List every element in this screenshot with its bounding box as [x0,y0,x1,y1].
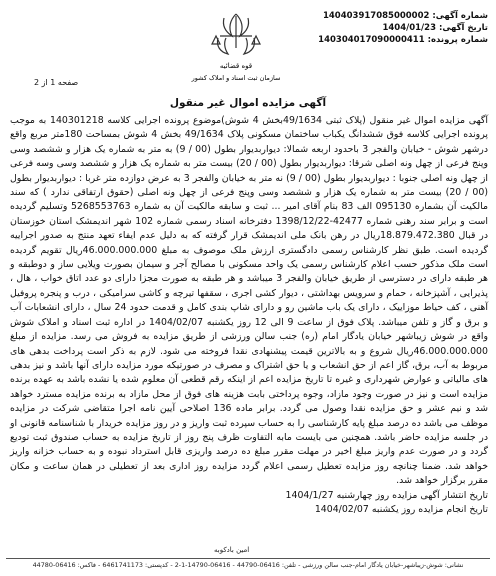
case-number-label: شماره پرونده: [427,35,488,45]
auction-date-line: تاریخ انجام مزایده روز یکشنبه 1404/02/07 [314,503,488,515]
page-number: صفحه 1 از 2 [34,78,79,87]
footer-address: نشانی: شوش-زیباشهر-خیابان یادگار امام-جنب سالن ورزشی - تلفن: 06416-44790 - 06416-14790-1-2 - کدپستی: 6461741173 - فاکس: 06416-44780 [6,558,490,569]
notice-paragraph: آگهی مزایده اموال غیر منقول (پلاک ثبتی 49/1634بخش 4 شوش)موضوع پرونده اجرایی کلاسه 140301218 به موجب پرونده اجرایی کلاسه فوق ششدانگ یکباب ساختمان مسکونی پلاک 49/1634 بخش 4 شوش بمساحت 180متر مربع واقع درشهر شوش - خیابان والفجر 3 باحدود اربعه شمالا: دیواربدیوار بطول (00 / 9) به متر به شماره یک هزار و ششصد وسی وپنج فرعی از چهل ونه اصلی شرقا: دیواربدیوار بطول (00 / 20) بیست متر به شماره یک هزار و ششصد وسی وسه فرعی از چهل ونه اصلی جنوبا : دیواربدیوار بطول (00 / 9) نه متر به خیابان والفجر 3 به عرض دوازده متر غربا : دیواربدیوار بطول (00 / 20) بیست متر به شماره یک هزار و ششصد وسی وپنج فرعی از چهل ونه اصلی (حقوق ارتفاقی ندارد ) که سند مالکیت آن بشماره 095130 الف 83 بنام آقای امیر ... ثبت و سابقه مالکیت آن به شماره 5268553763 وتسلیم گردیده است و برابر سند رهنی شماره 42477-1398/12/22 دفترخانه اسناد رسمی شماره 102 شهر اندیمشک استان خوزستان در قبال 18.879.472.380ریال در رهن بانک ملی اندیمشک قرار گرفته که به دلیل عدم ایفاء تعهد منتج به صدور اجراییه گردیده است. طبق نظر کارشناس رسمی دادگستری ارزش ملک موصوف به مبلغ 46.000.000.000ریال تقویم گردیده است ملک مذکور حسب اعلام کارشناس رسمی یک واحد مسکونی با مصالح آجر و سیمان بصورت ویلایی ساز و دوطبقه و هر طبقه دارای در دسترسی از طریق خیابان والفجر 3 میباشد و هر طبقه به صورت مجزا دارای دو عدد اتاق خواب ، هال ، پذیرایی ، آشپزخانه ، حمام و سرویس بهداشتی ، دیوار کشی اجری ، سقفها تیرچه و کاشی سرامیکی ، درب و پنجره پروفیل آهنی ، کف حیاط موزاییک ، دارای یک باب ماشین رو و دارای شاپ بندی کامل و قدمت حدود 24 سال ، دارای انشعابات آب و برق و گاز و تلفن میباشد. پلاک فوق از ساعت 9 الی 12 روز یکشنبه 1404/02/07 در اداره ثبت اسناد و املاک شوش واقع در شوش زیباشهر خیابان یادگار امام (ره) جنب سالن ورزشی از طریق مزایده به فروش می رسد. مزایده از مبلغ 46.000.000.000ریال شروع و به بالاترین قیمت پیشنهادی نقدا فروخته می شود. لازم به ذکر است پرداخت بدهی های مربوط به آب، برق، گاز اعم از حق انشعاب و یا حق اشتراک و مصرف در صورتیکه مورد مزایده دارای آنها باشد و نیز بدهی های مالیاتی و عوارض شهرداری و غیره تا تاریخ مزایده اعم از اینکه رقم قطعی آن معلوم شده یا نشده باشد به عهده برنده مزایده است و نیز در صورت وجود مازاد، وجوه پرداختی بابت هزینه های فوق از محل مازاد به برنده مزایده مسترد خواهد شد و نیم عشر و حق مزایده نقدا وصول می گردد. برابر ماده 136 اصلاحی آیین نامه اجرا متقاضی شرکت در مزایده موظف می باشد ده درصد مبلغ پایه کارشناسی را به حساب سپرده ثبت واریز و در روز مزایده خریدار با شناسنامه قانونی او در جلسه مزایده حاضر باشد. همچنین می بایست مابه التفاوت ظرف پنج روز از تاریخ مزایده به حساب صندوق ثبت تودیع گردد و در صورت عدم واریز مبلغ اخیر در مهلت مقرر مبلغ ده درصد واریزی قابل استرداد نبوده و به حساب خزانه واریز خواهد شد. ضمنا چنانچه روز مزایده تعطیل رسمی اعلام گردد مزایده روز اداری بعد از تعطیلی در همان ساعت و مکان مقرر برگزار خواهد شد. [10,115,489,487]
header-meta [318,10,488,46]
notice-title: آگهی مزایده اموال غیر منقول [169,97,327,109]
publish-date-line: تاریخ انتشار آگهی مزایده روز چهارشنبه 1404/1/27 [285,489,488,501]
case-number: 140304017090000411 [318,35,425,45]
org-name: سازمان ثبت اسناد و املاک کشور [191,74,281,82]
notice-number: 140403917085000002 [322,11,430,21]
notice-date: 1404/01/23 [382,23,436,33]
notice-body [10,114,489,515]
notice-number-label: شماره آگهی: [432,11,488,21]
case-number-row [318,34,488,46]
judiciary-text: قوه قضائیه [219,62,253,70]
notice-date-row [338,22,488,34]
signer-name: امین بادکوبه [214,546,250,554]
notice-number-row [322,10,488,22]
judiciary-emblem-logo [191,8,281,86]
notice-date-label: تاریخ آگهی: [438,23,488,33]
